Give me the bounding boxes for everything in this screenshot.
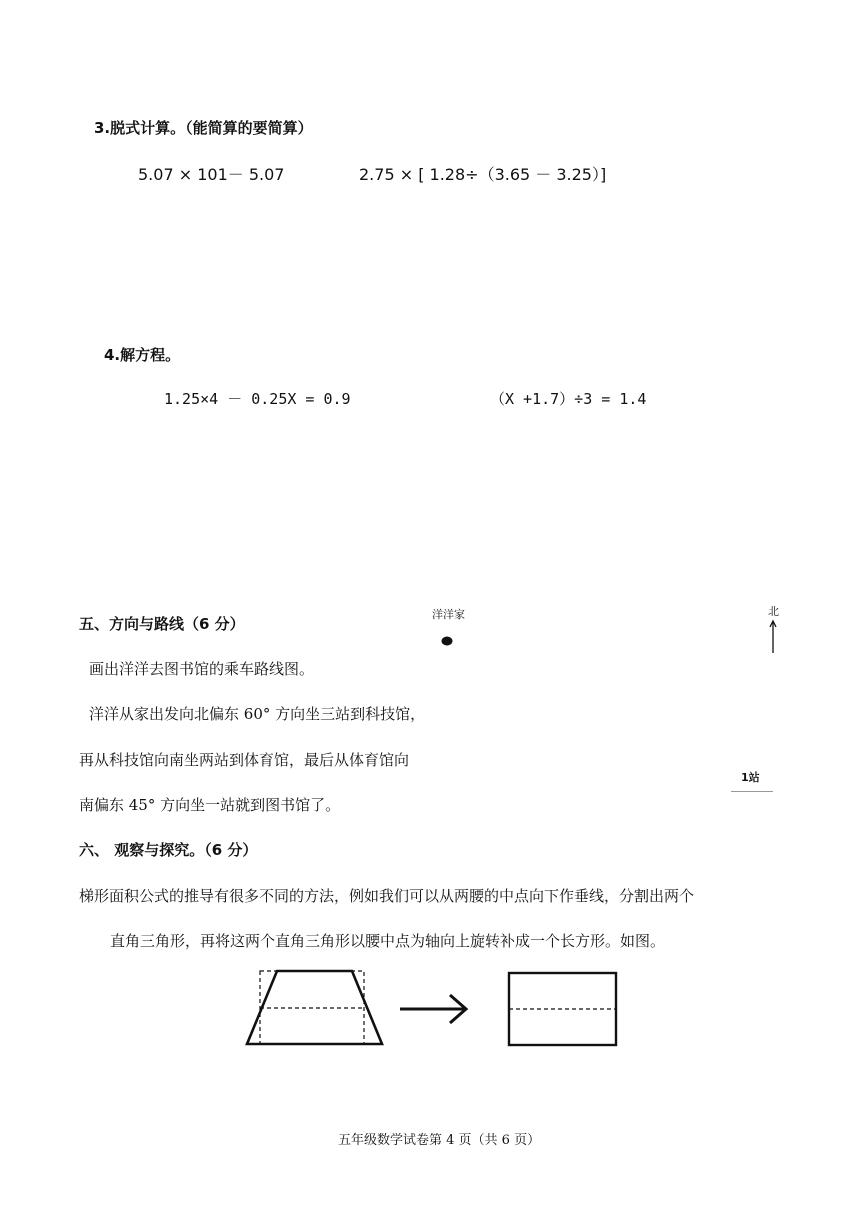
section3-expression-2: 2.75 × [ 1.28÷（3.65 － 3.25）]: [359, 165, 607, 184]
map-home-dot: [440, 634, 454, 648]
section6-heading: 六、 观察与探究。（6 分）: [79, 841, 258, 859]
section5-line-2: 洋洋从家出发向北偏东 60° 方向坐三站到科技馆，: [89, 705, 426, 723]
section3-expression-1: 5.07 × 101－ 5.07: [138, 165, 285, 184]
map-home-label: 洋洋家: [432, 608, 465, 621]
section4-equation-1: 1.25×4 － 0.25X = 0.9: [164, 390, 351, 408]
section4-title: 4.解方程。: [104, 346, 181, 364]
section5-line-4: 南偏东 45° 方向坐一站就到图书馆了。: [79, 796, 341, 814]
section3-title: 3.脱式计算。（能简算的要简算）: [94, 119, 313, 137]
map-north-label: 北: [768, 605, 779, 618]
section5-line-1: 画出洋洋去图书馆的乘车路线图。: [89, 660, 315, 678]
page-footer: 五年级数学试卷第 4 页（共 6 页）: [338, 1133, 541, 1148]
north-arrow-icon: [767, 620, 779, 654]
rectangle-diagram: [507, 971, 619, 1047]
map-scale-label: 1站: [741, 771, 760, 784]
map-scale-line: [731, 791, 773, 792]
section6-paragraph-line-2: 直角三角形，再将这两个直角三角形以腰中点为轴向上旋转补成一个长方形。如图。: [110, 932, 666, 950]
trapezoid-diagram: [243, 968, 388, 1048]
section4-equation-2: （X +1.7）÷3 = 1.4: [490, 390, 647, 408]
section6-paragraph-line-1: 梯形面积公式的推导有很多不同的方法，例如我们可以从两腰的中点向下作垂线，分割出两个: [79, 887, 695, 905]
section5-line-3: 再从科技馆向南坐两站到体育馆，最后从体育馆向: [79, 751, 410, 769]
section5-heading: 五、方向与路线（6 分）: [79, 615, 245, 633]
right-arrow-icon: [398, 992, 472, 1026]
